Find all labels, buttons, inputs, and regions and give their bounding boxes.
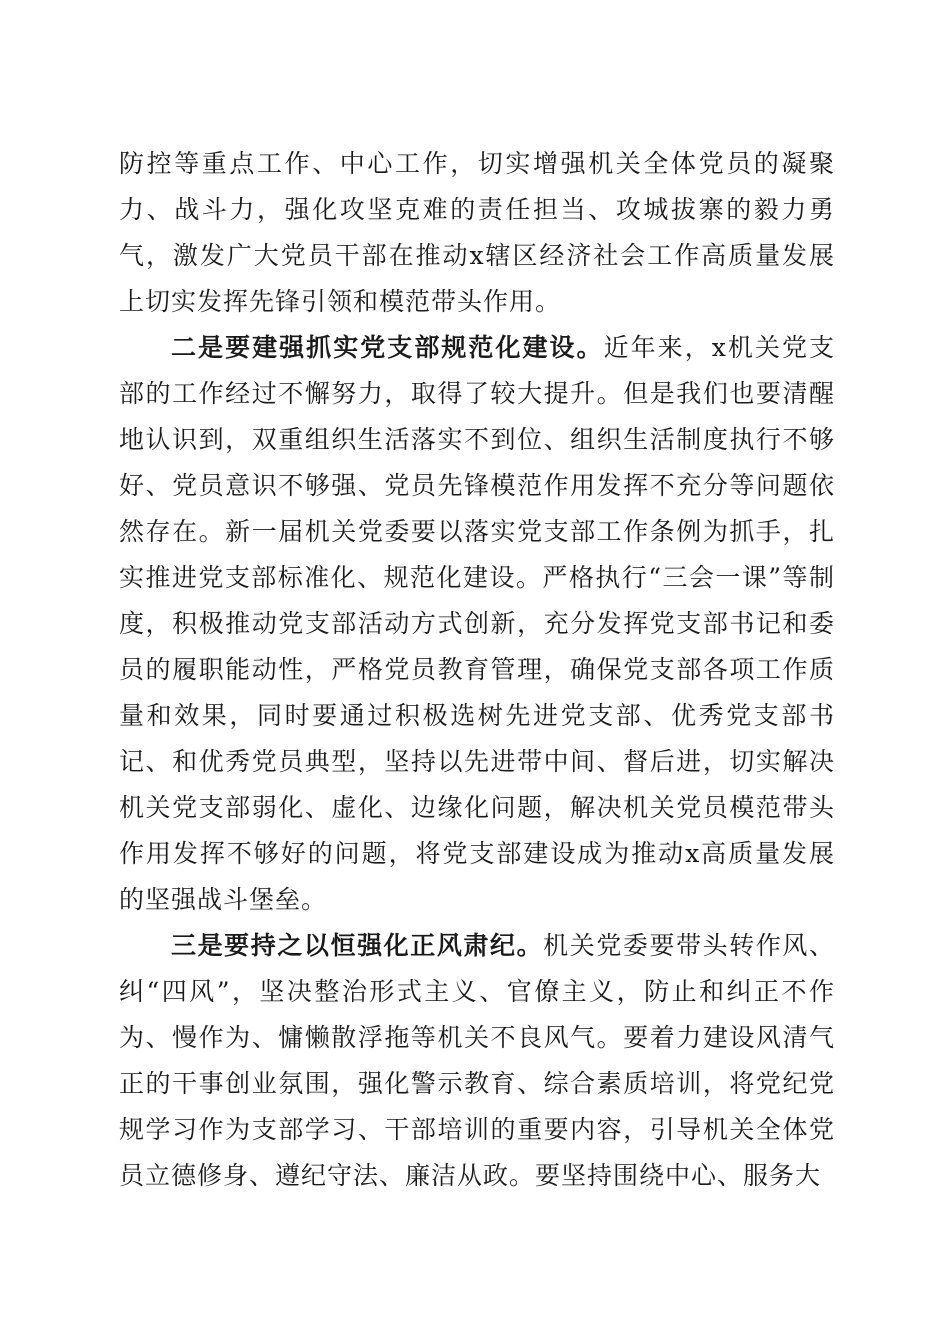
paragraph-text: 防控等重点工作、中心工作，切实增强机关全体党员的凝聚力、战斗力，强化攻坚克难的责任担当、攻城拔寨的毅力勇气，激发广大党员干部在推动x辖区经济社会工作高质量发展上切实发挥先锋引领和模范带头作用。 [119, 149, 835, 316]
paragraph-heading: 三是要持之以恒强化正风肃纪。 [171, 931, 544, 960]
paragraph-text: 近年来，x机关党支部的工作经过不懈努力，取得了较大提升。但是我们也要清醒地认识到，双重组织生活落实不到位、组织生活制度执行不够好、党员意识不够强、党员先锋模范作用发挥不充分等问题依然存在。新一届机关党委要以落实党支部工作条例为抓手，扎实推进党支部标准化、规范化建设。严格执行“三会一课”等制度，积极推动党支部活动方式创新，充分发挥党支部书记和委员的履职能动性，严格党员教育管理，确保党支部各项工作质量和效果，同时要通过积极选树先进党支部、优秀党支部书记、和优秀党员典型，坚持以先进带中间、督后进，切实解决机关党支部弱化、虚化、边缘化问题，解决机关党员模范带头作用发挥不够好的问题，将党支部建设成为推动x高质量发展的坚强战斗堡垒。 [119, 333, 835, 914]
paragraph-point-two [119, 325, 835, 923]
paragraph-continuation [119, 141, 835, 325]
document-body [119, 141, 835, 1199]
paragraph-text: 机关党委要带头转作风、纠“四风”，坚决整治形式主义、官僚主义，防止和纠正不作为、慢作为、慵懒散浮拖等机关不良风气。要着力建设风清气正的干事创业氛围，强化警示教育、综合素质培训，将党纪党规学习作为支部学习、干部培训的重要内容，引导机关全体党员立德修身、遵纪守法、廉洁从政。要坚持围绕中心、服务大 [119, 931, 835, 1190]
paragraph-point-three [119, 923, 835, 1199]
paragraph-heading: 二是要建强抓实党支部规范化建设。 [171, 333, 604, 362]
